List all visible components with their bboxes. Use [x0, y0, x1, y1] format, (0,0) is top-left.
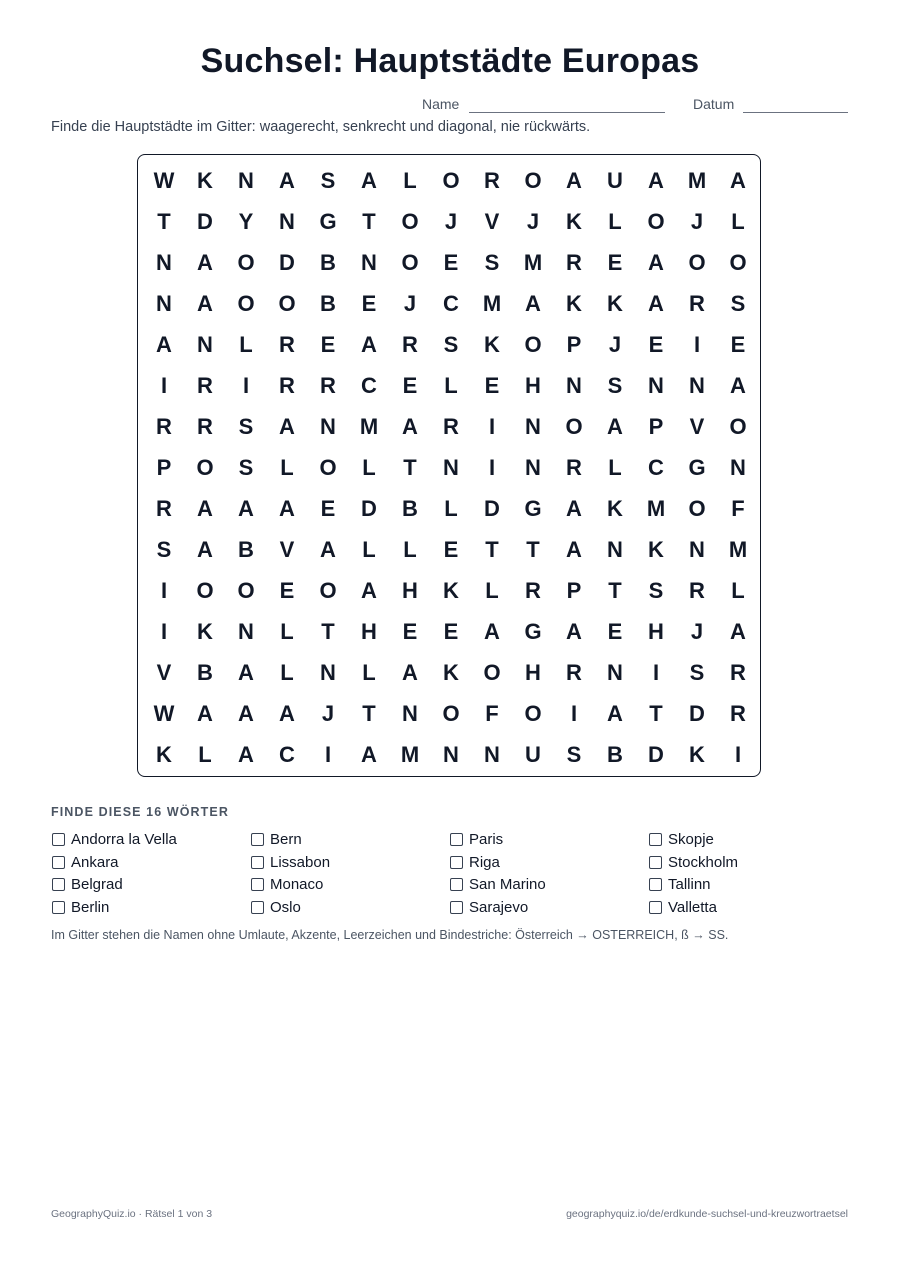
grid-cell[interactable]: A: [566, 537, 582, 562]
grid-cell[interactable]: S: [566, 742, 582, 767]
grid-cell[interactable]: O: [196, 455, 214, 480]
grid-cell[interactable]: N: [443, 455, 459, 480]
word-label: Valletta: [668, 898, 717, 916]
grid-cell[interactable]: O: [688, 250, 706, 275]
grid-cell[interactable]: R: [525, 578, 541, 603]
grid-cell[interactable]: I: [734, 742, 742, 767]
grid-cell[interactable]: R: [484, 168, 500, 193]
grid-cell[interactable]: N: [484, 742, 500, 767]
grid-cell[interactable]: L: [280, 660, 294, 685]
grid-cell[interactable]: A: [607, 414, 623, 439]
grid-cell[interactable]: A: [361, 742, 377, 767]
word-checkbox[interactable]: [251, 901, 264, 914]
grid-cell[interactable]: R: [402, 332, 418, 357]
word-label: Monaco: [270, 875, 324, 893]
grid-cell[interactable]: R: [730, 660, 746, 685]
word-checkbox[interactable]: [450, 856, 463, 869]
grid-cell[interactable]: A: [361, 578, 377, 603]
word-item[interactable]: [450, 829, 503, 849]
grid-cell[interactable]: O: [524, 701, 542, 726]
grid-cell[interactable]: S: [238, 455, 254, 480]
grid-cell[interactable]: G: [319, 209, 337, 234]
grid-cell[interactable]: S: [689, 660, 705, 685]
word-item[interactable]: [649, 829, 714, 849]
grid-cell[interactable]: T: [362, 701, 376, 726]
grid-cell[interactable]: R: [279, 332, 295, 357]
grid-cell[interactable]: K: [607, 291, 623, 316]
grid-cell[interactable]: B: [197, 660, 213, 685]
grid-cell[interactable]: N: [279, 209, 295, 234]
date-label: Datum: [693, 96, 735, 112]
grid-cell[interactable]: E: [443, 619, 459, 644]
grid-cell[interactable]: E: [320, 496, 336, 521]
grid-cell[interactable]: K: [197, 619, 213, 644]
word-item[interactable]: [52, 852, 119, 872]
grid-cell[interactable]: R: [443, 414, 459, 439]
grid-cell[interactable]: K: [566, 209, 582, 234]
grid-cell[interactable]: E: [402, 619, 418, 644]
grid-cell[interactable]: A: [279, 414, 295, 439]
grid-cell[interactable]: E: [484, 373, 500, 398]
word-checkbox[interactable]: [649, 833, 662, 846]
header-fields: [0, 96, 848, 116]
grid-cell[interactable]: I: [488, 455, 496, 480]
grid-cell[interactable]: A: [238, 660, 254, 685]
grid-cell[interactable]: A: [156, 332, 172, 357]
date-field[interactable]: [743, 112, 848, 113]
name-label: Name: [422, 96, 460, 112]
grid-cell[interactable]: K: [197, 168, 213, 193]
grid-cell[interactable]: Y: [238, 209, 254, 234]
grid-cell[interactable]: K: [156, 742, 172, 767]
grid-cell[interactable]: P: [566, 332, 582, 357]
grid-cell[interactable]: L: [403, 168, 417, 193]
word-label: Oslo: [270, 898, 301, 916]
grid-cell[interactable]: S: [730, 291, 746, 316]
grid-cell[interactable]: L: [608, 455, 622, 480]
grid-cell[interactable]: K: [689, 742, 705, 767]
grid-cell[interactable]: T: [403, 455, 417, 480]
grid-cell[interactable]: E: [607, 619, 623, 644]
grid-cell[interactable]: I: [693, 332, 701, 357]
word-checkbox[interactable]: [450, 901, 463, 914]
grid-cell[interactable]: B: [238, 537, 254, 562]
grid-cell[interactable]: J: [444, 209, 458, 234]
grid-cell[interactable]: W: [153, 168, 175, 193]
grid-cell[interactable]: T: [362, 209, 376, 234]
grid-cell[interactable]: S: [320, 168, 336, 193]
grid-cell[interactable]: O: [729, 250, 747, 275]
grid-cell[interactable]: N: [443, 742, 459, 767]
grid-cell[interactable]: D: [648, 742, 664, 767]
grid-cell[interactable]: R: [566, 455, 582, 480]
grid-cell[interactable]: A: [648, 291, 664, 316]
grid-cell[interactable]: O: [688, 496, 706, 521]
grid-cell[interactable]: L: [198, 742, 212, 767]
grid-cell[interactable]: L: [362, 537, 376, 562]
grid-cell[interactable]: N: [689, 537, 705, 562]
grid-cell[interactable]: F: [485, 701, 499, 726]
grid-cell[interactable]: D: [689, 701, 705, 726]
grid-cell[interactable]: A: [484, 619, 500, 644]
grid-cell[interactable]: N: [566, 373, 582, 398]
grid-cell[interactable]: N: [156, 250, 172, 275]
grid-cell[interactable]: S: [443, 332, 459, 357]
grid-cell[interactable]: A: [566, 496, 582, 521]
word-label: Stockholm: [668, 853, 739, 871]
name-field[interactable]: [469, 112, 665, 113]
grid-cell[interactable]: A: [566, 168, 582, 193]
grid-cell[interactable]: L: [444, 373, 458, 398]
grid-cell[interactable]: S: [484, 250, 500, 275]
grid-cell[interactable]: V: [484, 209, 500, 234]
grid-cell[interactable]: L: [362, 455, 376, 480]
grid-cell[interactable]: O: [442, 701, 460, 726]
grid-cell[interactable]: A: [402, 660, 418, 685]
grid-cell[interactable]: E: [648, 332, 664, 357]
grid-cell[interactable]: B: [402, 496, 418, 521]
grid-cell[interactable]: E: [361, 291, 377, 316]
grid-cell[interactable]: S: [238, 414, 254, 439]
grid-cell[interactable]: N: [361, 250, 377, 275]
grid-cell[interactable]: K: [648, 537, 664, 562]
grid-cell[interactable]: O: [524, 168, 542, 193]
grid-cell[interactable]: I: [242, 373, 250, 398]
word-item[interactable]: [251, 874, 323, 894]
grid-cell[interactable]: R: [730, 701, 746, 726]
grid-cell[interactable]: A: [197, 250, 213, 275]
grid-cell[interactable]: O: [442, 168, 460, 193]
grid-cell[interactable]: T: [321, 619, 335, 644]
grid-cell[interactable]: M: [728, 537, 748, 562]
grid-cell[interactable]: I: [652, 660, 660, 685]
grid-cell[interactable]: A: [607, 701, 623, 726]
grid-cell[interactable]: G: [524, 496, 542, 521]
grid-cell[interactable]: G: [688, 455, 706, 480]
grid-cell[interactable]: A: [730, 619, 746, 644]
grid-cell[interactable]: P: [566, 578, 582, 603]
grid-cell[interactable]: S: [648, 578, 664, 603]
grid-cell[interactable]: D: [279, 250, 295, 275]
grid-cell[interactable]: D: [361, 496, 377, 521]
grid-cell[interactable]: A: [197, 496, 213, 521]
grid-cell[interactable]: O: [319, 455, 337, 480]
word-label: Berlin: [71, 898, 110, 916]
grid-cell[interactable]: O: [483, 660, 501, 685]
word-checkbox[interactable]: [52, 833, 65, 846]
grid-cell[interactable]: H: [525, 373, 541, 398]
grid-cell[interactable]: B: [607, 742, 623, 767]
grid-cell[interactable]: E: [279, 578, 295, 603]
grid-cell[interactable]: I: [160, 578, 168, 603]
word-label: Sarajevo: [469, 898, 529, 916]
grid-cell[interactable]: N: [689, 373, 705, 398]
grid-cell[interactable]: N: [648, 373, 664, 398]
grid-cell[interactable]: N: [320, 414, 336, 439]
grid-cell[interactable]: M: [523, 250, 543, 275]
grid-cell[interactable]: I: [488, 414, 496, 439]
grid-cell[interactable]: O: [237, 291, 255, 316]
word-search-grid: [137, 154, 761, 777]
word-checkbox[interactable]: [52, 878, 65, 891]
grid-cell[interactable]: A: [361, 168, 377, 193]
grid-cell[interactable]: A: [730, 373, 746, 398]
grid-cell[interactable]: J: [608, 332, 622, 357]
grid-cell[interactable]: O: [524, 332, 542, 357]
grid-cell[interactable]: O: [401, 250, 419, 275]
note: Im Gitter stehen die Namen ohne Umlaute, Akzente, Leerzeichen und Bindestriche: Österreich → OSTERREICH, ß → SS.: [51, 928, 729, 942]
grid-cell[interactable]: A: [279, 168, 295, 193]
word-item[interactable]: [52, 829, 177, 849]
grid-cell[interactable]: L: [731, 578, 745, 603]
grid-cell[interactable]: E: [730, 332, 746, 357]
grid-cell[interactable]: N: [320, 660, 336, 685]
grid-cell[interactable]: A: [197, 291, 213, 316]
word-checkbox[interactable]: [450, 878, 463, 891]
grid-cell[interactable]: C: [648, 455, 664, 480]
grid-cell[interactable]: O: [237, 250, 255, 275]
grid-cell[interactable]: B: [320, 291, 336, 316]
grid-cell[interactable]: O: [196, 578, 214, 603]
grid-cell[interactable]: A: [320, 537, 336, 562]
grid-cell[interactable]: P: [648, 414, 664, 439]
grid-cell[interactable]: A: [279, 701, 295, 726]
word-label: Bern: [270, 830, 302, 848]
grid-cell[interactable]: M: [400, 742, 420, 767]
grid-cell[interactable]: H: [648, 619, 664, 644]
grid-cell[interactable]: D: [197, 209, 213, 234]
grid-cell[interactable]: W: [153, 701, 175, 726]
word-checkbox[interactable]: [251, 833, 264, 846]
grid-cell[interactable]: N: [525, 414, 541, 439]
grid-cell[interactable]: K: [607, 496, 623, 521]
grid-cell[interactable]: O: [278, 291, 296, 316]
word-item[interactable]: [52, 897, 109, 917]
grid-cell[interactable]: O: [237, 578, 255, 603]
grid-cell[interactable]: J: [690, 619, 704, 644]
grid-cell[interactable]: A: [648, 168, 664, 193]
grid-cell[interactable]: A: [238, 496, 254, 521]
grid-cell[interactable]: S: [156, 537, 172, 562]
grid-cell[interactable]: L: [280, 455, 294, 480]
grid-cell[interactable]: G: [524, 619, 542, 644]
grid-cell[interactable]: O: [401, 209, 419, 234]
grid-cell[interactable]: K: [484, 332, 500, 357]
grid-cell[interactable]: D: [484, 496, 500, 521]
word-label: Riga: [469, 853, 500, 871]
grid-cell[interactable]: A: [361, 332, 377, 357]
grid-cell[interactable]: C: [279, 742, 295, 767]
word-label: Lissabon: [270, 853, 331, 871]
word-label: San Marino: [469, 875, 546, 893]
grid-cell[interactable]: F: [731, 496, 745, 521]
grid-cell[interactable]: H: [525, 660, 541, 685]
grid-cell[interactable]: L: [403, 537, 417, 562]
grid-cell[interactable]: A: [238, 701, 254, 726]
grid-cell[interactable]: S: [607, 373, 623, 398]
grid-cell[interactable]: A: [279, 496, 295, 521]
word-checkbox[interactable]: [450, 833, 463, 846]
word-checkbox[interactable]: [649, 856, 662, 869]
grid-cell[interactable]: K: [443, 578, 459, 603]
grid-cell[interactable]: N: [402, 701, 418, 726]
word-label: Tallinn: [668, 875, 711, 893]
grid-cell[interactable]: A: [402, 414, 418, 439]
word-item[interactable]: [450, 874, 546, 894]
grid-cell[interactable]: L: [608, 209, 622, 234]
word-item[interactable]: [649, 874, 711, 894]
grid-cell[interactable]: E: [443, 250, 459, 275]
grid-cell[interactable]: E: [607, 250, 623, 275]
grid-cell[interactable]: M: [359, 414, 379, 439]
grid-cell[interactable]: A: [648, 250, 664, 275]
grid-cell[interactable]: C: [361, 373, 377, 398]
grid-cell[interactable]: V: [156, 660, 172, 685]
grid-cell[interactable]: N: [238, 168, 254, 193]
grid-cell[interactable]: B: [320, 250, 336, 275]
grid-cell[interactable]: I: [160, 619, 168, 644]
grid-cell[interactable]: H: [361, 619, 377, 644]
grid-cell[interactable]: C: [443, 291, 459, 316]
grid-cell[interactable]: I: [570, 701, 578, 726]
grid-cell[interactable]: A: [566, 619, 582, 644]
grid-cell[interactable]: E: [320, 332, 336, 357]
grid-cell[interactable]: R: [320, 373, 336, 398]
grid-cell[interactable]: R: [197, 414, 213, 439]
grid-cell[interactable]: R: [156, 414, 172, 439]
word-label: Paris: [469, 830, 504, 848]
page-title: Suchsel: Hauptstädte Europas: [200, 42, 700, 80]
grid-cell[interactable]: R: [279, 373, 295, 398]
grid-cell[interactable]: T: [485, 537, 499, 562]
footer-right: geographyquiz.io/de/erdkunde-suchsel-und-kreuzwortraetsel: [566, 1208, 848, 1220]
grid-cell[interactable]: A: [197, 701, 213, 726]
grid-cell[interactable]: L: [731, 209, 745, 234]
grid-cell[interactable]: L: [362, 660, 376, 685]
grid-cell[interactable]: N: [156, 291, 172, 316]
grid-cell[interactable]: T: [157, 209, 171, 234]
grid-cell[interactable]: E: [443, 537, 459, 562]
grid-cell[interactable]: P: [156, 455, 172, 480]
grid-cell[interactable]: R: [689, 291, 705, 316]
grid-cell[interactable]: O: [319, 578, 337, 603]
word-label: Skopje: [668, 830, 714, 848]
grid-cell[interactable]: L: [239, 332, 253, 357]
word-item[interactable]: [450, 897, 528, 917]
word-checkbox[interactable]: [649, 901, 662, 914]
word-item[interactable]: [251, 852, 330, 872]
grid-cell[interactable]: J: [403, 291, 417, 316]
grid-cell[interactable]: O: [647, 209, 665, 234]
word-checkbox[interactable]: [649, 878, 662, 891]
grid-cell[interactable]: U: [525, 742, 541, 767]
grid-cell[interactable]: N: [238, 619, 254, 644]
grid-cell[interactable]: T: [649, 701, 663, 726]
grid-cell[interactable]: L: [444, 496, 458, 521]
grid-cell[interactable]: R: [156, 496, 172, 521]
grid-cell[interactable]: R: [566, 250, 582, 275]
word-checkbox[interactable]: [52, 856, 65, 869]
grid-cell[interactable]: N: [730, 455, 746, 480]
word-label: Andorra la Vella: [71, 830, 177, 848]
word-item[interactable]: [649, 852, 738, 872]
grid-cell[interactable]: M: [482, 291, 502, 316]
grid-cell[interactable]: M: [687, 168, 707, 193]
grid-cell[interactable]: O: [729, 414, 747, 439]
word-checkbox[interactable]: [251, 878, 264, 891]
grid-cell[interactable]: I: [160, 373, 168, 398]
grid-cell[interactable]: V: [689, 414, 705, 439]
grid-cell[interactable]: J: [690, 209, 704, 234]
grid-cell[interactable]: K: [566, 291, 582, 316]
footer-left: GeographyQuiz.io · Rätsel 1 von 3: [51, 1208, 213, 1220]
wordlist-heading: FINDE DIESE 16 WÖRTER: [51, 805, 229, 819]
grid-cell[interactable]: A: [197, 537, 213, 562]
grid-cell[interactable]: R: [566, 660, 582, 685]
grid-cell[interactable]: A: [730, 168, 746, 193]
word-item[interactable]: [251, 897, 301, 917]
word-item[interactable]: [251, 829, 302, 849]
grid-cell[interactable]: T: [526, 537, 540, 562]
grid-cell[interactable]: J: [526, 209, 540, 234]
grid-cell[interactable]: N: [607, 537, 623, 562]
grid-cell[interactable]: R: [689, 578, 705, 603]
grid-cell[interactable]: K: [443, 660, 459, 685]
word-checkbox[interactable]: [52, 901, 65, 914]
grid-cell[interactable]: R: [197, 373, 213, 398]
grid-cell[interactable]: L: [280, 619, 294, 644]
grid-cell[interactable]: M: [646, 496, 666, 521]
grid-cell[interactable]: N: [525, 455, 541, 480]
grid-cell[interactable]: T: [608, 578, 622, 603]
word-item[interactable]: [649, 897, 717, 917]
grid-cell[interactable]: N: [607, 660, 623, 685]
grid-cell[interactable]: E: [402, 373, 418, 398]
grid-cell[interactable]: V: [279, 537, 295, 562]
word-label: Ankara: [71, 853, 119, 871]
word-item[interactable]: [450, 852, 500, 872]
grid-cell[interactable]: J: [321, 701, 335, 726]
grid-cell[interactable]: A: [525, 291, 541, 316]
instructions: Finde die Hauptstädte im Gitter: waagerecht, senkrecht und diagonal, nie rückwärts.: [51, 119, 591, 135]
word-item[interactable]: [52, 874, 123, 894]
grid-cell[interactable]: A: [238, 742, 254, 767]
grid-cell[interactable]: I: [324, 742, 332, 767]
word-checkbox[interactable]: [251, 856, 264, 869]
grid-cell[interactable]: U: [607, 168, 623, 193]
grid-cell[interactable]: L: [485, 578, 499, 603]
grid-cell[interactable]: O: [565, 414, 583, 439]
grid-cell[interactable]: N: [197, 332, 213, 357]
word-label: Belgrad: [71, 875, 123, 893]
grid-cell[interactable]: H: [402, 578, 418, 603]
